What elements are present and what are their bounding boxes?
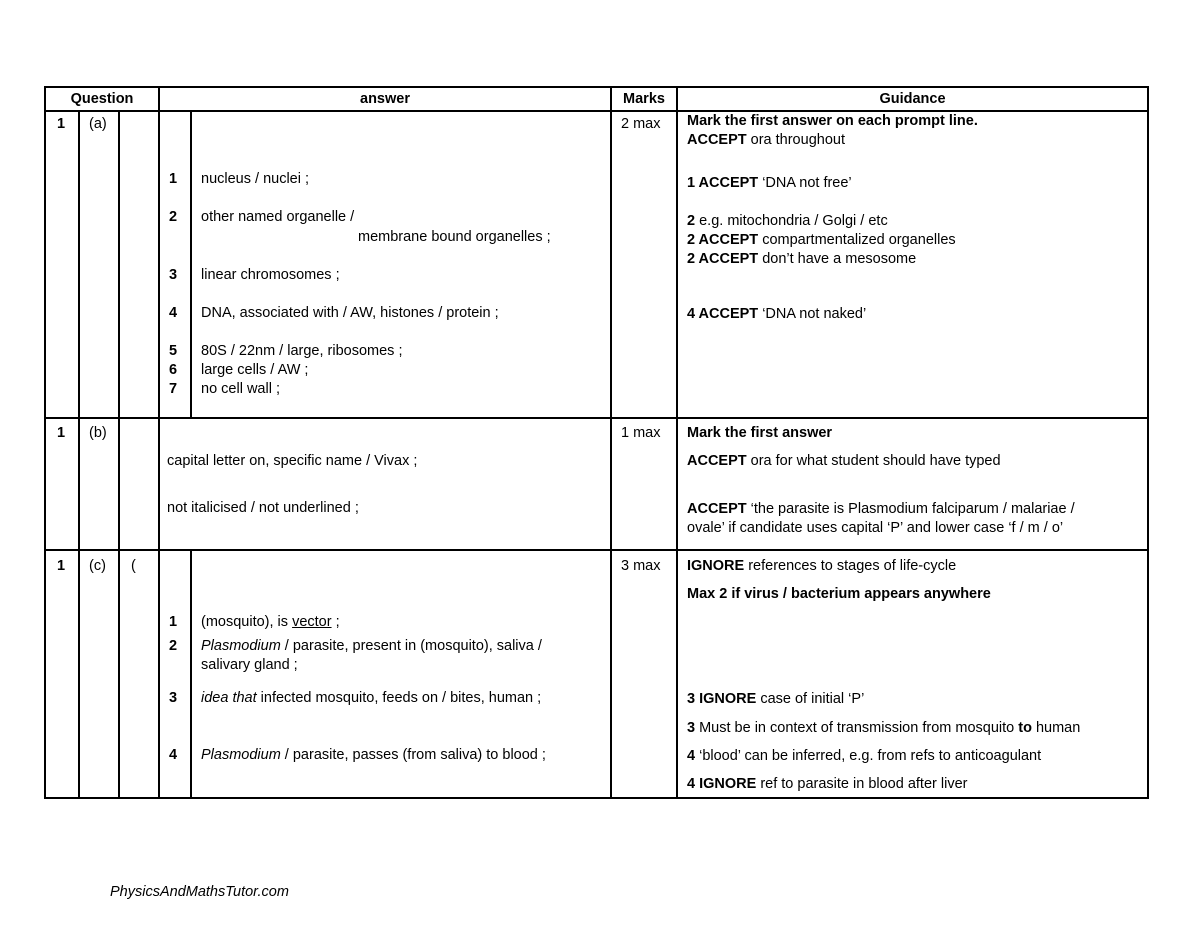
- header-marks: Marks: [623, 91, 665, 107]
- guidance-text: IGNORE references to stages of life-cycle: [687, 558, 957, 574]
- col-divider-question-part: [118, 110, 120, 799]
- answer-item-number: 7: [169, 381, 178, 397]
- answer-item-number: 3: [169, 690, 178, 706]
- answer-item-text: 80S / 22nm / large, ribosomes ;: [201, 343, 403, 359]
- answer-item-text: no cell wall ;: [201, 381, 280, 397]
- answer-item-text: linear chromosomes ;: [201, 267, 340, 283]
- question-subpart: (: [131, 558, 136, 574]
- guidance-text: 3 Must be in context of transmission from mosquito to human: [687, 720, 1081, 736]
- marks-value: 2 max: [621, 116, 661, 132]
- question-part: (a): [89, 116, 107, 132]
- row-divider-2: [44, 549, 1149, 551]
- answer-item-text: (mosquito), is vector ;: [201, 614, 340, 630]
- table-border-top: [44, 86, 1149, 88]
- answer-item-number: 4: [169, 305, 178, 321]
- marks-value: 3 max: [621, 558, 661, 574]
- answer-text: not italicised / not underlined ;: [167, 500, 359, 516]
- answer-item-text: nucleus / nuclei ;: [201, 171, 310, 187]
- answer-item-number: 2: [169, 638, 178, 654]
- guidance-text: 3 IGNORE case of initial ‘P’: [687, 691, 865, 707]
- answer-text: capital letter on, specific name / Vivax ;: [167, 453, 418, 469]
- col-divider-answer-num-c: [190, 549, 192, 799]
- guidance-text: Mark the first answer: [687, 425, 833, 441]
- header-question: Question: [70, 91, 134, 107]
- guidance-text: ACCEPT ‘the parasite is Plasmodium falciparum / malariae /: [687, 501, 1075, 517]
- answer-item-number: 1: [169, 171, 178, 187]
- answer-item-number: 2: [169, 209, 178, 225]
- col-divider-answer-num-a: [190, 110, 192, 419]
- table-border-right: [1147, 86, 1149, 799]
- footer-site-name: PhysicsAndMathsTutor.com: [110, 884, 289, 900]
- answer-item-text: DNA, associated with / AW, histones / protein ;: [201, 305, 499, 321]
- answer-item-text-continued: membrane bound organelles ;: [358, 229, 551, 245]
- guidance-text: 4 ACCEPT ‘DNA not naked’: [687, 306, 867, 322]
- header-divider: [44, 110, 1149, 112]
- answer-item-text-continued: salivary gland ;: [201, 657, 298, 673]
- question-number: 1: [57, 425, 66, 441]
- answer-item-text: large cells / AW ;: [201, 362, 309, 378]
- answer-item-text: idea that infected mosquito, feeds on / bites, human ;: [201, 690, 542, 706]
- answer-item-text: Plasmodium / parasite, present in (mosquito), saliva /: [201, 638, 542, 654]
- question-number: 1: [57, 558, 66, 574]
- answer-item-number: 5: [169, 343, 178, 359]
- guidance-text: Mark the first answer on each prompt line.: [687, 113, 978, 129]
- table-border-left: [44, 86, 46, 799]
- guidance-text: 1 ACCEPT ‘DNA not free’: [687, 175, 852, 191]
- guidance-text: ovale’ if candidate uses capital ‘P’ and lower case ‘f / m / o’: [687, 520, 1064, 536]
- guidance-text: 2 ACCEPT don’t have a mesosome: [687, 251, 917, 267]
- guidance-text: 4 IGNORE ref to parasite in blood after liver: [687, 776, 968, 792]
- question-number: 1: [57, 116, 66, 132]
- col-divider-question-answer: [158, 86, 160, 799]
- answer-item-number: 4: [169, 747, 178, 763]
- header-answer: answer: [360, 91, 410, 107]
- col-divider-question-num: [78, 110, 80, 799]
- question-part: (b): [89, 425, 107, 441]
- answer-item-number: 3: [169, 267, 178, 283]
- guidance-text: 2 e.g. mitochondria / Golgi / etc: [687, 213, 888, 229]
- question-part: (c): [89, 558, 106, 574]
- answer-item-number: 6: [169, 362, 178, 378]
- answer-item-text: Plasmodium / parasite, passes (from saliva) to blood ;: [201, 747, 546, 763]
- header-guidance: Guidance: [879, 91, 946, 107]
- answer-item-number: 1: [169, 614, 178, 630]
- guidance-text: Max 2 if virus / bacterium appears anywhere: [687, 586, 991, 602]
- col-divider-answer-marks: [610, 86, 612, 799]
- guidance-text: 2 ACCEPT compartmentalized organelles: [687, 232, 956, 248]
- guidance-text: ACCEPT ora throughout: [687, 132, 845, 148]
- marks-value: 1 max: [621, 425, 661, 441]
- guidance-text: ACCEPT ora for what student should have typed: [687, 453, 1001, 469]
- row-divider-1: [44, 417, 1149, 419]
- col-divider-marks-guidance: [676, 86, 678, 799]
- guidance-text: 4 ‘blood’ can be inferred, e.g. from refs to anticoagulant: [687, 748, 1042, 764]
- answer-item-text: other named organelle /: [201, 209, 355, 225]
- table-border-bottom: [44, 797, 1149, 799]
